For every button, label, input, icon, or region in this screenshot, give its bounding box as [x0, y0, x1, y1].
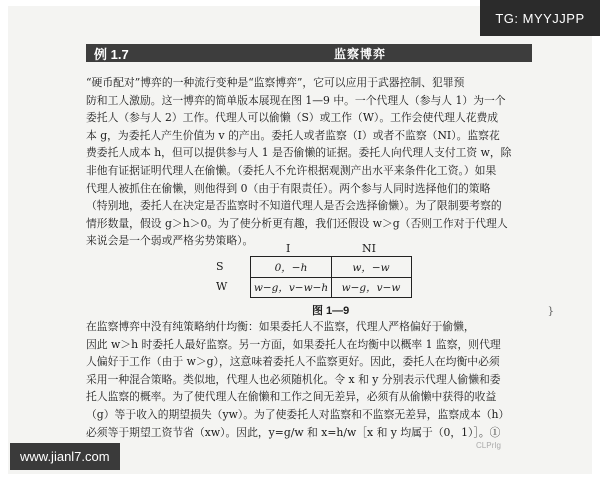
text-line: 来说会是一个弱或严格劣势策略）。: [86, 234, 254, 248]
example-label: 例 1.7: [94, 46, 129, 62]
text-line: “硬币配对”博弈的一种流行变种是“监察博弈”，它可以应用于武器控制、犯罪预: [86, 76, 465, 89]
text-line: 防和工人激励。这一博弈的简单版本展现在图 1—9 中。一个代理人（参与人 1）为一个: [86, 93, 506, 107]
text-line: 非他有证据证明代理人在偷懒。（委托人不允许根据观测产出水平来条件化工资。）如果: [86, 163, 497, 177]
row-label-work: W: [216, 280, 228, 293]
text-line: 采用一种混合策略。类似地，代理人也必须随机化。令 x 和 y 分别表示代理人偷懒和委: [86, 372, 501, 386]
payoff-cell: 0，−h: [274, 261, 308, 274]
faint-watermark: CLPrIg: [476, 441, 501, 450]
text-line: 代理人被抓住在偷懒，则他得到 0（由于有限责任）。两个参与人同时选择他们的策略: [86, 181, 491, 195]
payoff-grid: [250, 256, 412, 298]
text-line: （g）等于收入的期望损失（yw）。为了使委托人对监察和不监察无差异，监察成本（h）: [86, 407, 510, 421]
row-label-shirk: S: [216, 260, 224, 273]
payoff-cell: w−g，v−w: [341, 281, 401, 294]
paragraph-analysis: [86, 318, 538, 441]
column-label-not-inspect: NI: [362, 242, 376, 255]
example-title: 监察博弈: [334, 46, 387, 61]
example-header-bar: [86, 44, 532, 62]
text-line: 情形数量，假设 g＞h＞0。为了使分析更有趣，我们还假设 w＞g（否则工作对于代理人: [86, 216, 508, 230]
text-line: 因此 w＞h 时委托人最好监察。另一方面，如果委托人在均衡中以概率 1 监察，则代理: [86, 337, 501, 351]
text-line: 本 g，为委托人产生价值为 v 的产出。委托人或者监察（I）或者不监察（NI）。监察花: [86, 128, 500, 142]
margin-mark: }: [547, 306, 554, 317]
payoff-cell: w−g，v−w−h: [253, 281, 329, 294]
column-label-inspect: I: [286, 242, 291, 255]
telegram-watermark: TG: MYYJJPP: [480, 0, 600, 36]
text-line: 委托人（参与人 2）工作。代理人可以偷懒（S）或工作（W）。工作会使代理人花费成: [86, 111, 499, 125]
payoff-cell: w，−w: [352, 261, 390, 274]
figure-caption: 图 1—9: [312, 305, 350, 317]
site-watermark: www.jianl7.com: [10, 443, 120, 470]
text-line: 必须等于期望工资节省（xw）。因此，y=g/w 和 x=h/w［x 和 y 均属于（0，1）］。①: [86, 425, 501, 439]
text-line: 在监察博弈中没有纯策略纳什均衡：如果委托人不监察，代理人严格偏好于偷懒，: [86, 320, 475, 333]
text-line: 人偏好于工作（由于 w＞g），这意味着委托人不监察更好。因此，委托人在均衡中必须: [86, 355, 500, 369]
text-line: 托人监察的概率。为了使代理人在偷懒和工作之间无差异，必须有从偷懒中获得的收益: [86, 390, 497, 404]
text-line: 费委托人成本 h，但可以提供参与人 1 是否偷懒的证据。委托人向代理人支付工资 w，除: [86, 146, 512, 160]
text-line: （特别地，委托人在决定是否监察时不知道代理人是否会选择偷懒）。为了限制要考察的: [86, 199, 502, 213]
paragraph-intro: [86, 74, 538, 250]
